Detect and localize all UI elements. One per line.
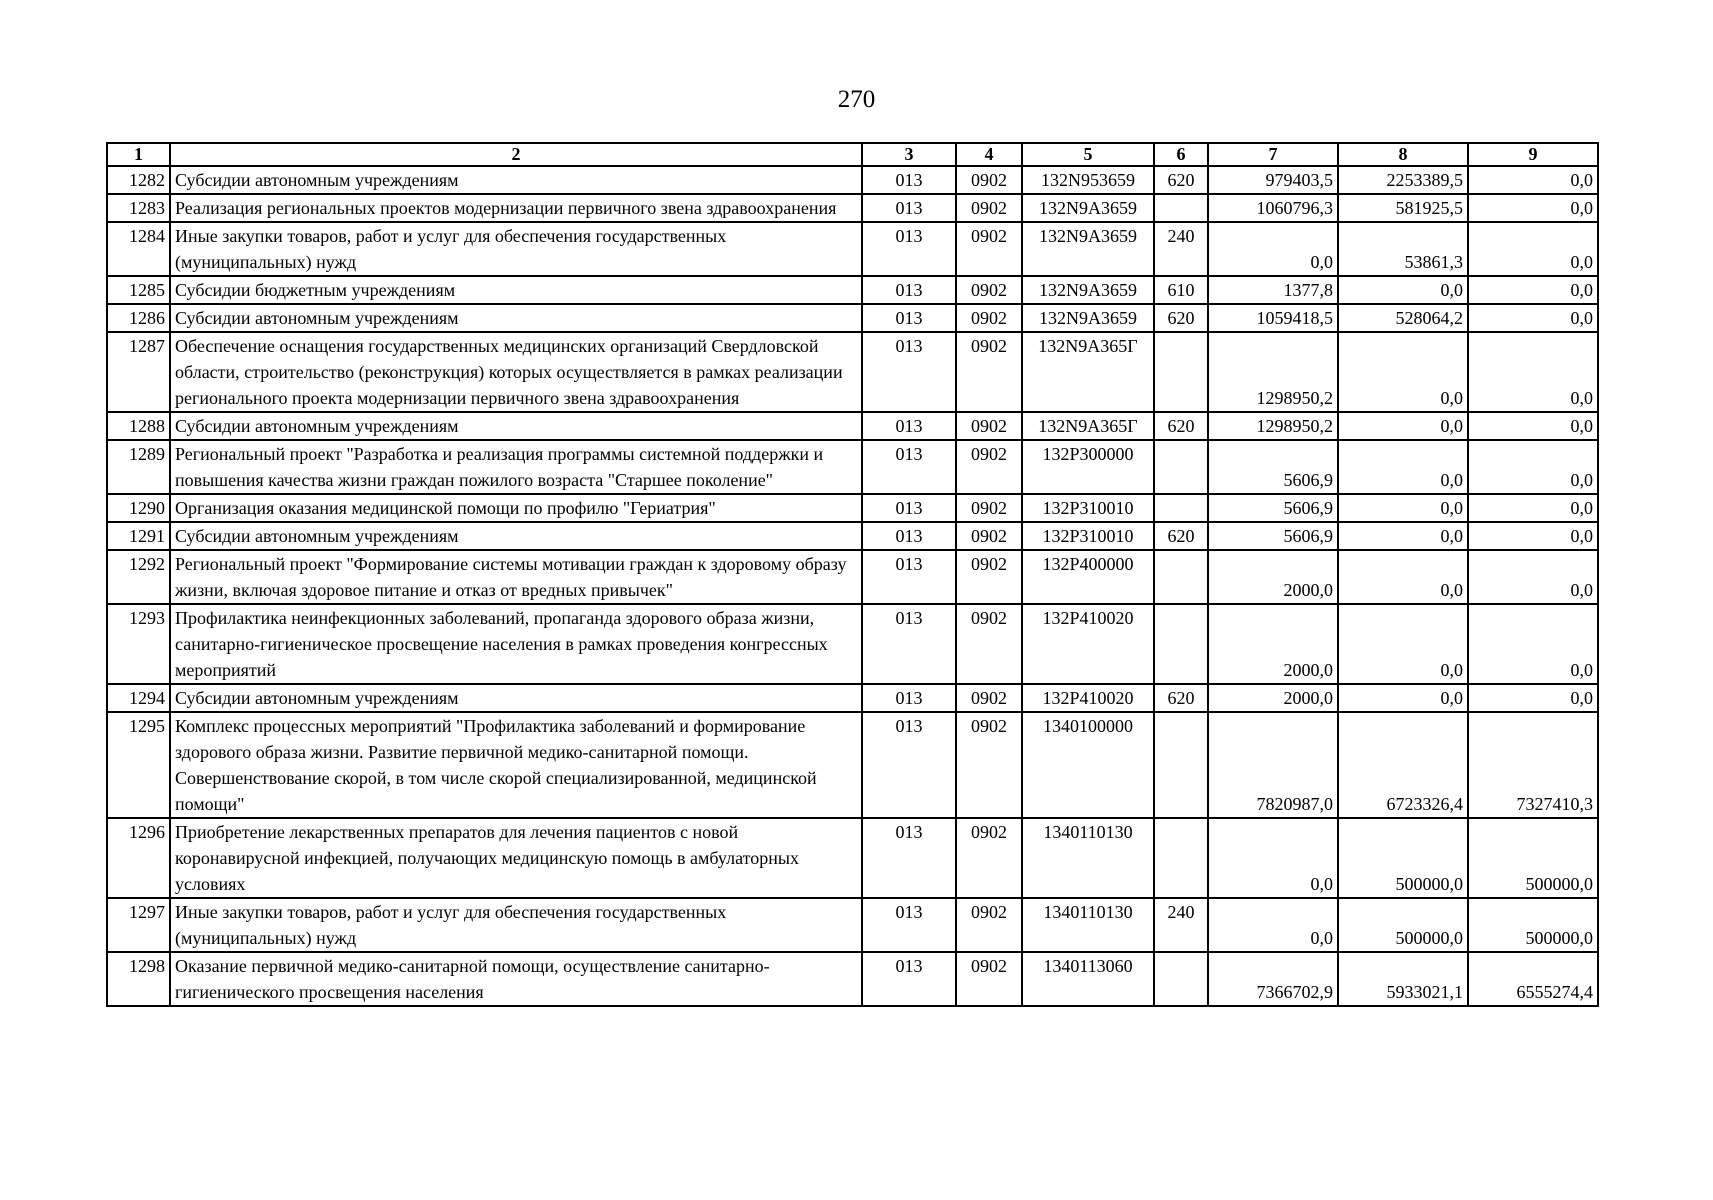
header-cell: 2 (170, 143, 862, 166)
row-number: 1287 (107, 332, 170, 412)
code-target: 132N9A3659 (1022, 304, 1154, 332)
row-number: 1291 (107, 522, 170, 550)
amount-col-7: 5606,9 (1208, 494, 1338, 522)
header-cell: 8 (1338, 143, 1468, 166)
code-ministry: 013 (862, 604, 956, 684)
table-body (107, 166, 1598, 1006)
code-ministry: 013 (862, 818, 956, 898)
amount-col-9: 0,0 (1468, 494, 1598, 522)
table-row (107, 712, 1598, 818)
header-cell: 5 (1022, 143, 1154, 166)
code-ministry: 013 (862, 304, 956, 332)
code-section: 0902 (956, 818, 1022, 898)
amount-col-9: 0,0 (1468, 222, 1598, 276)
row-number: 1282 (107, 166, 170, 194)
code-target: 132P300000 (1022, 440, 1154, 494)
amount-col-8: 0,0 (1338, 276, 1468, 304)
code-ministry: 013 (862, 440, 956, 494)
amount-col-9: 6555274,4 (1468, 952, 1598, 1006)
code-ministry: 013 (862, 412, 956, 440)
amount-col-9: 7327410,3 (1468, 712, 1598, 818)
amount-col-8: 500000,0 (1338, 898, 1468, 952)
code-expense-type (1154, 194, 1208, 222)
code-target: 132P310010 (1022, 494, 1154, 522)
code-expense-type: 620 (1154, 412, 1208, 440)
code-expense-type (1154, 332, 1208, 412)
row-number: 1290 (107, 494, 170, 522)
table-row (107, 276, 1598, 304)
header-cell: 1 (107, 143, 170, 166)
row-number: 1288 (107, 412, 170, 440)
amount-col-8: 0,0 (1338, 522, 1468, 550)
code-target: 132P310010 (1022, 522, 1154, 550)
code-target: 132N9A3659 (1022, 276, 1154, 304)
row-name: Субсидии автономным учреждениям (170, 522, 862, 550)
code-ministry: 013 (862, 684, 956, 712)
code-target: 1340110130 (1022, 898, 1154, 952)
amount-col-9: 500000,0 (1468, 818, 1598, 898)
amount-col-8: 0,0 (1338, 440, 1468, 494)
code-expense-type: 620 (1154, 166, 1208, 194)
amount-col-9: 0,0 (1468, 332, 1598, 412)
amount-col-8: 0,0 (1338, 684, 1468, 712)
code-section: 0902 (956, 166, 1022, 194)
amount-col-8: 53861,3 (1338, 222, 1468, 276)
code-target: 132P400000 (1022, 550, 1154, 604)
row-name: Реализация региональных проектов модернизации первичного звена здравоохранения (170, 194, 862, 222)
amount-col-8: 0,0 (1338, 604, 1468, 684)
row-number: 1283 (107, 194, 170, 222)
code-section: 0902 (956, 222, 1022, 276)
row-number: 1296 (107, 818, 170, 898)
amount-col-8: 0,0 (1338, 494, 1468, 522)
code-ministry: 013 (862, 494, 956, 522)
row-number: 1285 (107, 276, 170, 304)
code-expense-type: 620 (1154, 522, 1208, 550)
amount-col-7: 7366702,9 (1208, 952, 1338, 1006)
code-expense-type (1154, 952, 1208, 1006)
code-section: 0902 (956, 550, 1022, 604)
code-section: 0902 (956, 332, 1022, 412)
header-cell: 9 (1468, 143, 1598, 166)
table-row (107, 684, 1598, 712)
code-section: 0902 (956, 276, 1022, 304)
table-row (107, 522, 1598, 550)
row-name: Субсидии автономным учреждениям (170, 166, 862, 194)
row-name: Комплекс процессных мероприятий "Профилактика заболеваний и формирование здорового образа жизни. Развитие первичной медико-санитарной помощи. Совершенствование скорой, в том числе скорой специализированной, медицинской помощи" (170, 712, 862, 818)
row-name: Иные закупки товаров, работ и услуг для обеспечения государственных (муниципальных) нужд (170, 222, 862, 276)
code-ministry: 013 (862, 550, 956, 604)
amount-col-9: 0,0 (1468, 604, 1598, 684)
amount-col-8: 0,0 (1338, 550, 1468, 604)
table-row (107, 818, 1598, 898)
code-ministry: 013 (862, 332, 956, 412)
code-target: 132P410020 (1022, 604, 1154, 684)
code-section: 0902 (956, 522, 1022, 550)
header-row (107, 143, 1598, 166)
header-cell: 4 (956, 143, 1022, 166)
table-row (107, 952, 1598, 1006)
row-name: Субсидии автономным учреждениям (170, 684, 862, 712)
amount-col-7: 1059418,5 (1208, 304, 1338, 332)
row-name: Субсидии автономным учреждениям (170, 412, 862, 440)
code-ministry: 013 (862, 898, 956, 952)
amount-col-8: 500000,0 (1338, 818, 1468, 898)
code-ministry: 013 (862, 166, 956, 194)
amount-col-8: 528064,2 (1338, 304, 1468, 332)
amount-col-9: 0,0 (1468, 412, 1598, 440)
table-row (107, 412, 1598, 440)
row-name: Организация оказания медицинской помощи по профилю "Гериатрия" (170, 494, 862, 522)
amount-col-8: 0,0 (1338, 412, 1468, 440)
code-target: 132N9A365Г (1022, 332, 1154, 412)
row-name: Региональный проект "Разработка и реализация программы системной поддержки и повышения качества жизни граждан пожилого возраста "Старшее поколение" (170, 440, 862, 494)
amount-col-9: 0,0 (1468, 684, 1598, 712)
page-number: 270 (837, 86, 876, 113)
amount-col-9: 0,0 (1468, 166, 1598, 194)
row-number: 1298 (107, 952, 170, 1006)
amount-col-7: 2000,0 (1208, 550, 1338, 604)
header-cell: 7 (1208, 143, 1338, 166)
amount-col-7: 5606,9 (1208, 522, 1338, 550)
amount-col-8: 2253389,5 (1338, 166, 1468, 194)
code-section: 0902 (956, 412, 1022, 440)
code-section: 0902 (956, 494, 1022, 522)
code-expense-type (1154, 494, 1208, 522)
code-expense-type: 620 (1154, 684, 1208, 712)
amount-col-7: 0,0 (1208, 898, 1338, 952)
row-name: Обеспечение оснащения государственных медицинских организаций Свердловской области, строительство (реконструкция) которых осуществляется в рамках реализации регионального проекта модернизации первичного звена здравоохранения (170, 332, 862, 412)
row-number: 1289 (107, 440, 170, 494)
amount-col-7: 7820987,0 (1208, 712, 1338, 818)
code-expense-type (1154, 604, 1208, 684)
amount-col-7: 0,0 (1208, 818, 1338, 898)
code-expense-type (1154, 550, 1208, 604)
code-section: 0902 (956, 712, 1022, 818)
code-expense-type (1154, 440, 1208, 494)
code-ministry: 013 (862, 222, 956, 276)
code-expense-type (1154, 818, 1208, 898)
row-number: 1292 (107, 550, 170, 604)
code-target: 132N9A3659 (1022, 222, 1154, 276)
amount-col-7: 0,0 (1208, 222, 1338, 276)
table-row (107, 440, 1598, 494)
code-section: 0902 (956, 952, 1022, 1006)
amount-col-7: 2000,0 (1208, 604, 1338, 684)
amount-col-7: 5606,9 (1208, 440, 1338, 494)
table-row (107, 222, 1598, 276)
amount-col-7: 1060796,3 (1208, 194, 1338, 222)
table-row (107, 166, 1598, 194)
row-name: Приобретение лекарственных препаратов для лечения пациентов с новой коронавирусной инфекцией, получающих медицинскую помощь в амбулаторных условиях (170, 818, 862, 898)
row-number: 1284 (107, 222, 170, 276)
row-name: Иные закупки товаров, работ и услуг для обеспечения государственных (муниципальных) нужд (170, 898, 862, 952)
budget-table (106, 142, 1599, 1007)
header-cell: 3 (862, 143, 956, 166)
code-expense-type: 240 (1154, 222, 1208, 276)
code-ministry: 013 (862, 712, 956, 818)
code-ministry: 013 (862, 194, 956, 222)
amount-col-8: 581925,5 (1338, 194, 1468, 222)
code-section: 0902 (956, 440, 1022, 494)
amount-col-8: 5933021,1 (1338, 952, 1468, 1006)
header-cell: 6 (1154, 143, 1208, 166)
code-expense-type: 240 (1154, 898, 1208, 952)
code-section: 0902 (956, 898, 1022, 952)
amount-col-7: 1377,8 (1208, 276, 1338, 304)
code-target: 132N953659 (1022, 166, 1154, 194)
amount-col-7: 979403,5 (1208, 166, 1338, 194)
code-target: 132N9A3659 (1022, 194, 1154, 222)
amount-col-8: 0,0 (1338, 332, 1468, 412)
table-row (107, 194, 1598, 222)
amount-col-9: 0,0 (1468, 550, 1598, 604)
code-section: 0902 (956, 684, 1022, 712)
row-number: 1297 (107, 898, 170, 952)
code-target: 1340113060 (1022, 952, 1154, 1006)
table-row (107, 898, 1598, 952)
code-target: 132N9A365Г (1022, 412, 1154, 440)
code-section: 0902 (956, 194, 1022, 222)
code-target: 1340110130 (1022, 818, 1154, 898)
table-row (107, 332, 1598, 412)
table-row (107, 304, 1598, 332)
row-name: Субсидии бюджетным учреждениям (170, 276, 862, 304)
row-number: 1294 (107, 684, 170, 712)
code-section: 0902 (956, 604, 1022, 684)
code-target: 132P410020 (1022, 684, 1154, 712)
code-ministry: 013 (862, 276, 956, 304)
table-row (107, 494, 1598, 522)
row-number: 1293 (107, 604, 170, 684)
amount-col-8: 6723326,4 (1338, 712, 1468, 818)
code-ministry: 013 (862, 522, 956, 550)
amount-col-7: 1298950,2 (1208, 412, 1338, 440)
code-section: 0902 (956, 304, 1022, 332)
code-ministry: 013 (862, 952, 956, 1006)
amount-col-9: 0,0 (1468, 304, 1598, 332)
row-name: Региональный проект "Формирование системы мотивации граждан к здоровому образу жизни, включая здоровое питание и отказ от вредных привычек" (170, 550, 862, 604)
amount-col-9: 0,0 (1468, 522, 1598, 550)
row-name: Оказание первичной медико-санитарной помощи, осуществление санитарно-гигиенического просвещения населения (170, 952, 862, 1006)
code-expense-type (1154, 712, 1208, 818)
code-expense-type: 620 (1154, 304, 1208, 332)
row-number: 1295 (107, 712, 170, 818)
code-target: 1340100000 (1022, 712, 1154, 818)
code-expense-type: 610 (1154, 276, 1208, 304)
amount-col-7: 1298950,2 (1208, 332, 1338, 412)
table-row (107, 604, 1598, 684)
table-row (107, 550, 1598, 604)
amount-col-9: 0,0 (1468, 276, 1598, 304)
amount-col-7: 2000,0 (1208, 684, 1338, 712)
amount-col-9: 0,0 (1468, 194, 1598, 222)
row-number: 1286 (107, 304, 170, 332)
row-name: Профилактика неинфекционных заболеваний, пропаганда здорового образа жизни, санитарно-гигиеническое просвещение населения в рамках проведения конгрессных мероприятий (170, 604, 862, 684)
row-name: Субсидии автономным учреждениям (170, 304, 862, 332)
amount-col-9: 0,0 (1468, 440, 1598, 494)
amount-col-9: 500000,0 (1468, 898, 1598, 952)
